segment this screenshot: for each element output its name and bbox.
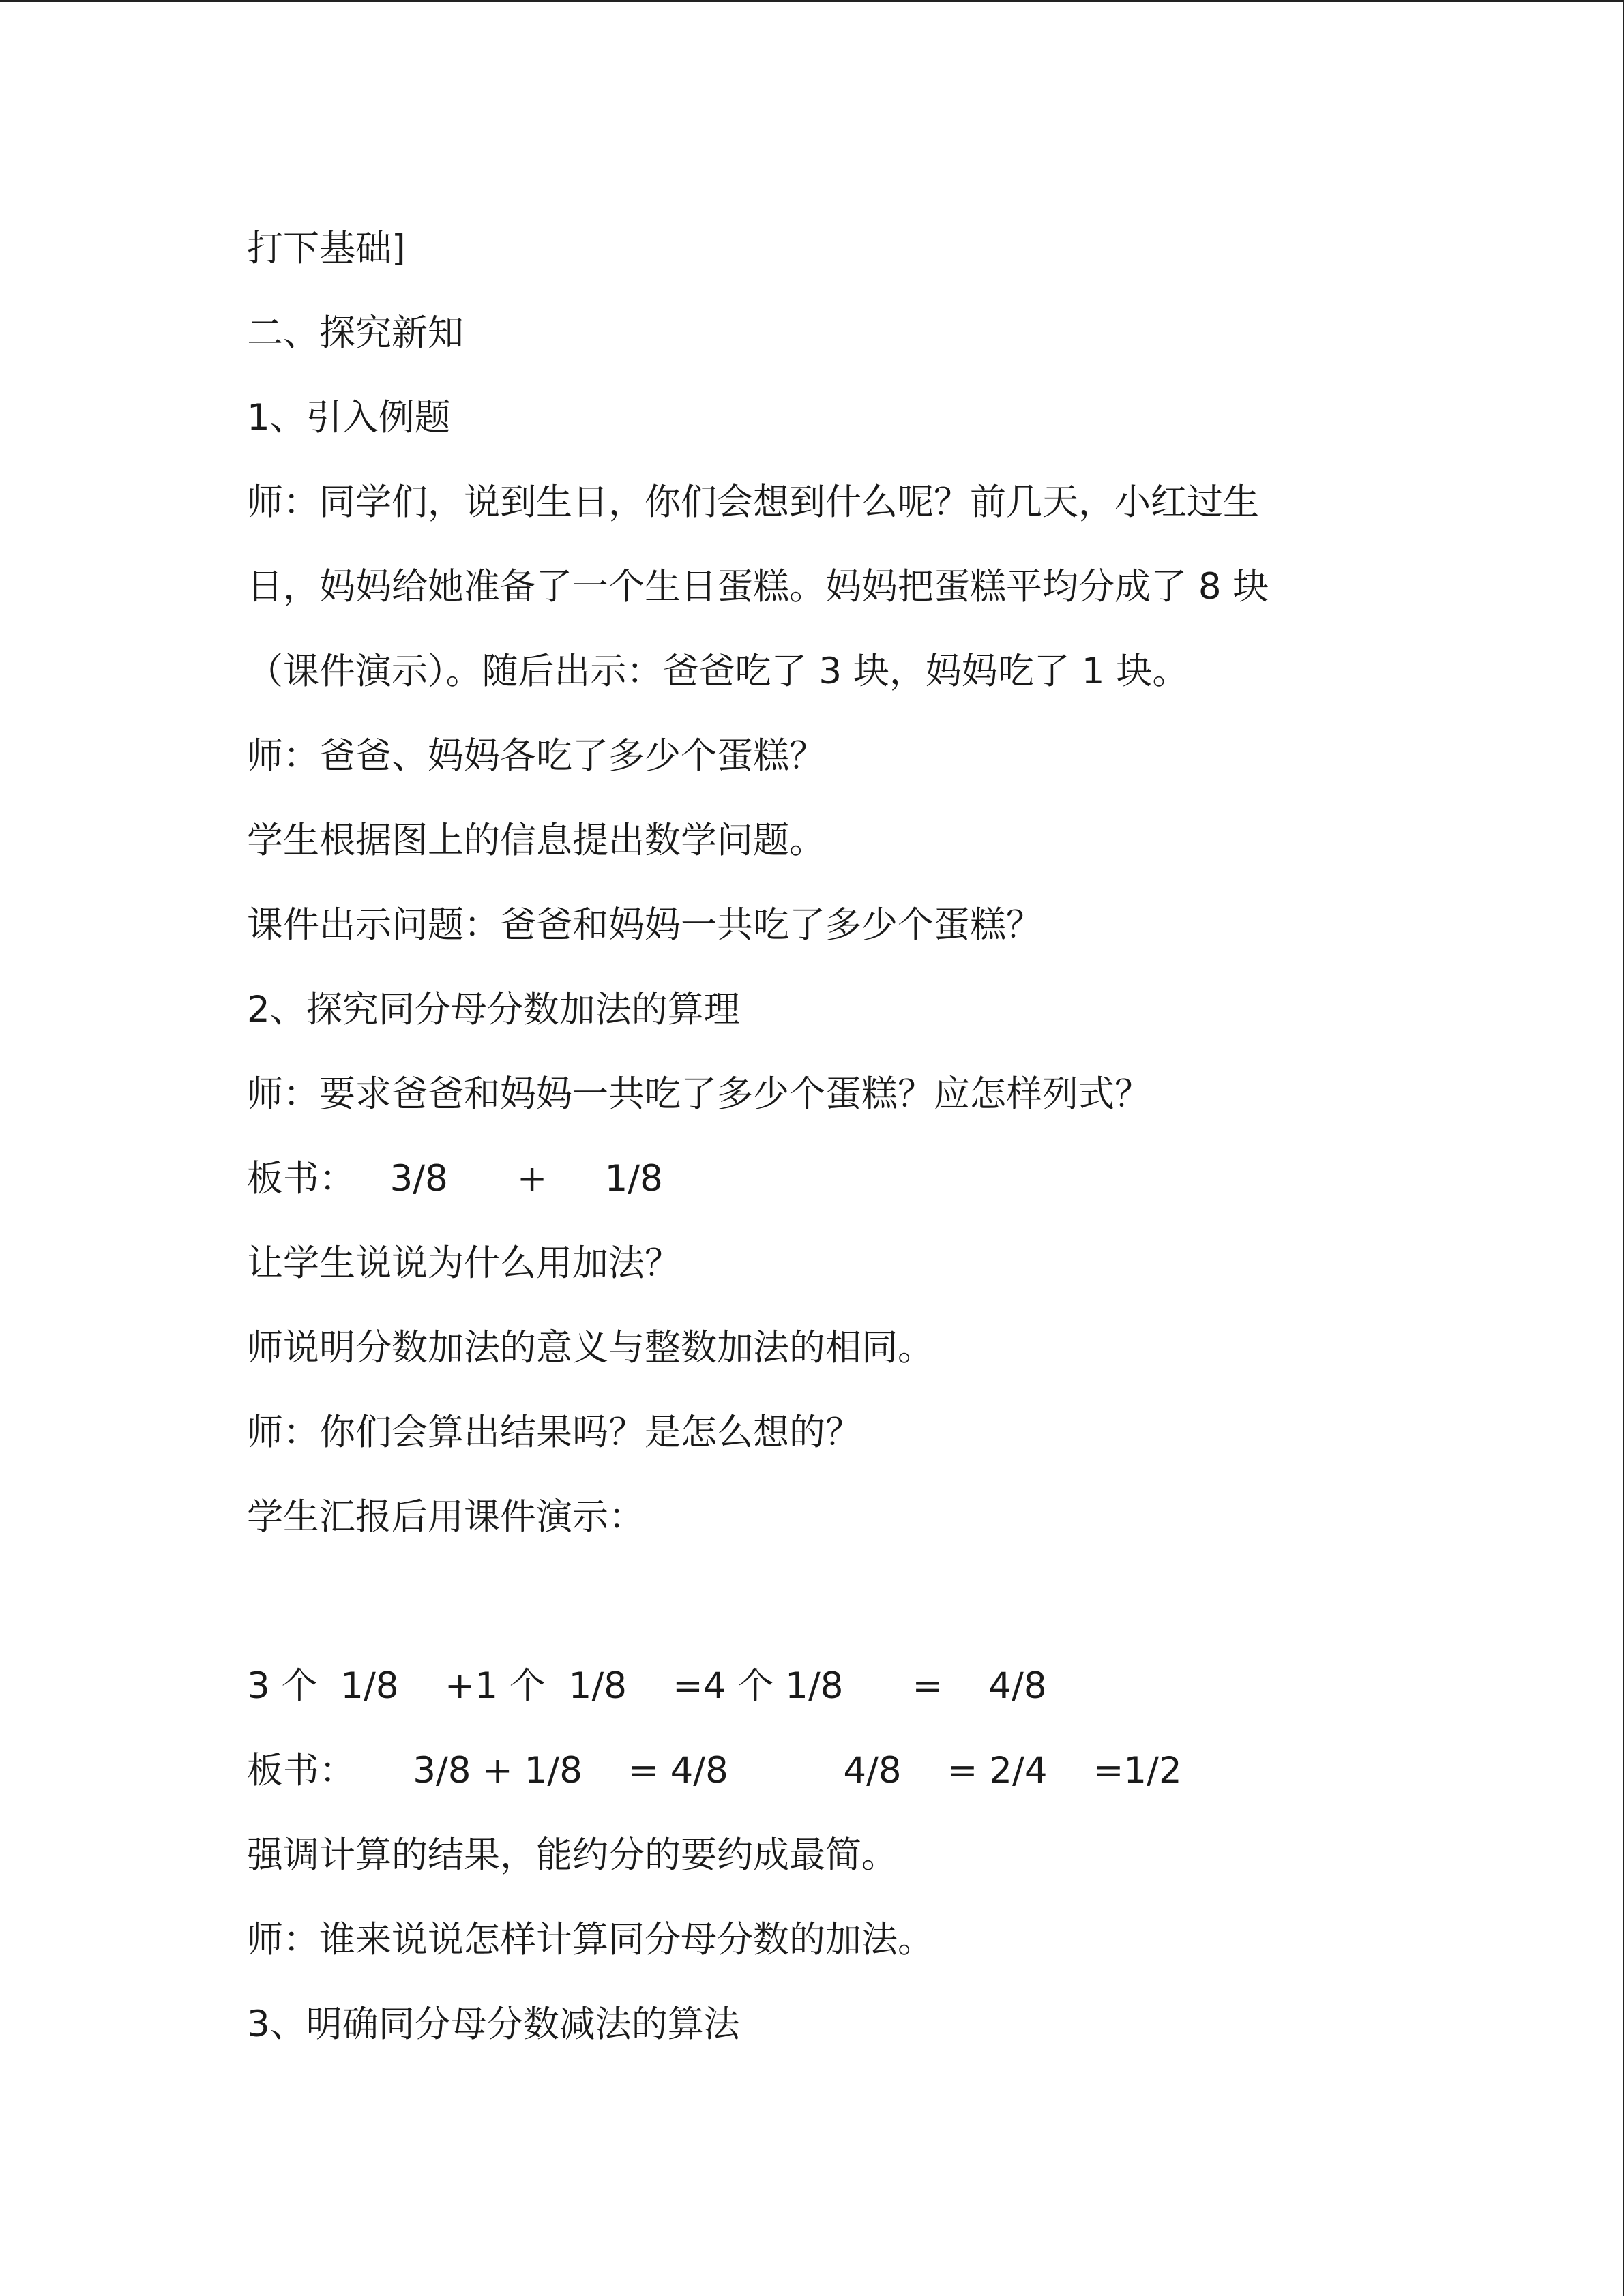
formula-line: 板书： 3/8 + 1/8 = 4/8 4/8 = 2/4 =1/2 xyxy=(247,1750,1182,1791)
formula-line: 板书： 3/8 + 1/8 xyxy=(247,1158,663,1199)
text-line: 师：要求爸爸和妈妈一共吃了多少个蛋糕？应怎样列式？ xyxy=(247,1073,1151,1115)
text-line: 日，妈妈给她准备了一个生日蛋糕。妈妈把蛋糕平均分成了 8 块 xyxy=(247,566,1269,608)
text-line: 师：谁来说说怎样计算同分母分数的加法。 xyxy=(247,1919,934,1960)
text-line: 让学生说说为什么用加法？ xyxy=(247,1242,681,1284)
text-line: 打下基础] xyxy=(247,228,406,269)
subsection-heading: 3、明确同分母分数减法的算法 xyxy=(247,2003,740,2045)
text-line: 师：同学们，说到生日，你们会想到什么呢？前几天，小红过生 xyxy=(247,481,1259,523)
blank-line xyxy=(247,1560,1406,1644)
text-line: 强调计算的结果，能约分的要约成最简。 xyxy=(247,1834,898,1876)
subsection-heading: 1、引入例题 xyxy=(247,397,451,438)
text-line: 师：你们会算出结果吗？是怎么想的？ xyxy=(247,1412,861,1453)
text-line: 师：爸爸、妈妈各吃了多少个蛋糕？ xyxy=(247,735,825,777)
text-line: 学生汇报后用课件演示： xyxy=(247,1496,645,1538)
text-line: 课件出示问题：爸爸和妈妈一共吃了多少个蛋糕？ xyxy=(247,904,1042,946)
text-line: 学生根据图上的信息提出数学问题。 xyxy=(247,820,825,861)
text-line: （课件演示）。随后出示：爸爸吃了 3 块，妈妈吃了 1 块。 xyxy=(247,651,1189,692)
text-line: 师说明分数加法的意义与整数加法的相同。 xyxy=(247,1327,934,1369)
formula-line: 3 个 1/8 +1 个 1/8 =4 个 1/8 = 4/8 xyxy=(247,1665,1047,1707)
subsection-heading: 2、探究同分母分数加法的算理 xyxy=(247,989,740,1030)
document-body xyxy=(247,207,1406,2067)
section-heading: 二、探究新知 xyxy=(247,312,464,354)
